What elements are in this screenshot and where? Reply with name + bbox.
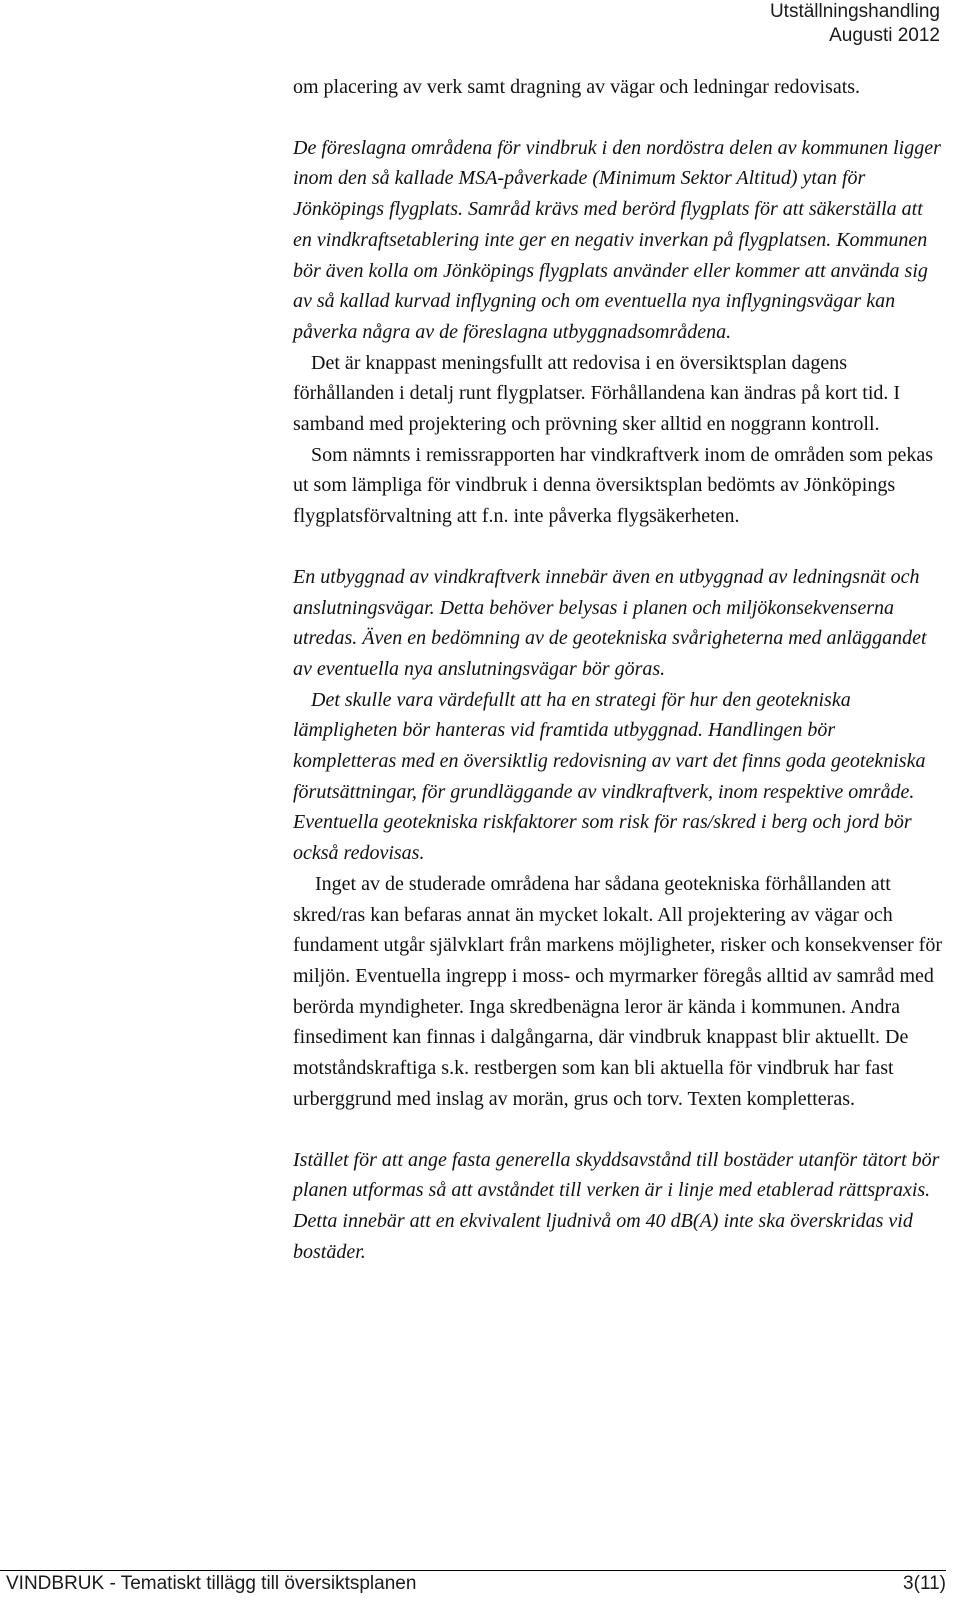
document-date: Augusti 2012 bbox=[829, 25, 940, 46]
paragraph-distance-comment: Istället för att ange fasta generella skyddsavstånd till bostäder utanför tätort bör planen utformas så att avståndet till verken är i linje med etablerad rättspraxis. Detta innebär att en ekvivalent ljudnivå om 40 dB(A) inte ska överskridas vid bostäder. bbox=[293, 1148, 940, 1263]
paragraph-geotech-reply: Inget av de studerade områdena har sådana geotekniska förhållanden att skred/ras kan befaras annat än mycket lokalt. All projektering av vägar och fundament utgår självklart från markens möjligheter, risker och konsekvenser för miljön. Eventuella ingrepp i moss- och myrmarker föregås alltid av samråd med berörda myndigheter. Inga skredbenägna leror är kända i kommunen. Andra finsediment kan finnas i dalgångarna, där vindbruk knappast blir aktuellt. De motståndskraftiga s.k. restbergen som kan bli aktuella för vindbruk har fast urberggrund med inslag av morän, grus och torv. Texten kompletteras. bbox=[293, 872, 942, 1110]
page-header bbox=[770, 0, 940, 48]
paragraph-geotech-comment-2: Det skulle vara värdefullt att ha en strategi för hur den geotekniska lämpligheten bör hanteras vid framtida utbyggnad. Handlingen bör kompletteras med en översiktlig redovisning av vart det finns goda geotekniska förutsättningar, för grundläggande av vindkraftverk, inom respektive område. Eventuella geotekniska riskfaktorer som risk för ras/skred i berg och jord bör också redovisas. bbox=[293, 688, 926, 865]
document-body bbox=[293, 72, 943, 1267]
paragraph-msa-comment: De föreslagna områdena för vindbruk i den nordöstra delen av kommunen ligger inom den så kallade MSA-påverkade (Minimum Sektor Altitud) ytan för Jönköpings flygplats. Samråd krävs med berörd flygplats för att säkerställa att en vindkraftsetablering inte ger en negativ inverkan på flygplatsen. Kommunen bör även kolla om Jönköpings flygplats använder eller kommer att använda sig av så kallad kurvad inflygning och om eventuella nya inflygningsvägar kan påverka några av de föreslagna utbyggnadsområdena. bbox=[293, 136, 941, 343]
paragraph-msa-reply-2: Som nämnts i remissrapporten har vindkraftverk inom de områden som pekas ut som lämpliga för vindbruk i denna översiktsplan bedömts av Jönköpings flygplatsförvaltning att f.n. inte påverka flygsäkerheten. bbox=[293, 443, 934, 528]
paragraph-geotech-comment-1: En utbyggnad av vindkraftverk innebär även en utbyggnad av ledningsnät och anslutningsvägar. Detta behöver belysas i planen och miljökonsekvenserna utredas. Även en bedömning av de geotekniska svårigheterna med anläggandet av eventuella nya anslutningsvägar bör göras. bbox=[293, 565, 927, 680]
footer-divider bbox=[0, 1570, 946, 1571]
paragraph-msa-reply-1: Det är knappast meningsfullt att redovisa i en översiktsplan dagens förhållanden i detalj runt flygplatser. Förhållandena kan ändras på kort tid. I samband med projektering och prövning sker alltid en noggrann kontroll. bbox=[293, 351, 901, 436]
page-number: 3(11) bbox=[903, 1573, 946, 1594]
document-status: Utställningshandling bbox=[769, 1, 940, 22]
paragraph-placement: om placering av verk samt dragning av vägar och ledningar redovisats. bbox=[293, 76, 861, 98]
footer-document-title: VINDBRUK - Tematiskt tillägg till översiktsplanen bbox=[6, 1573, 417, 1594]
